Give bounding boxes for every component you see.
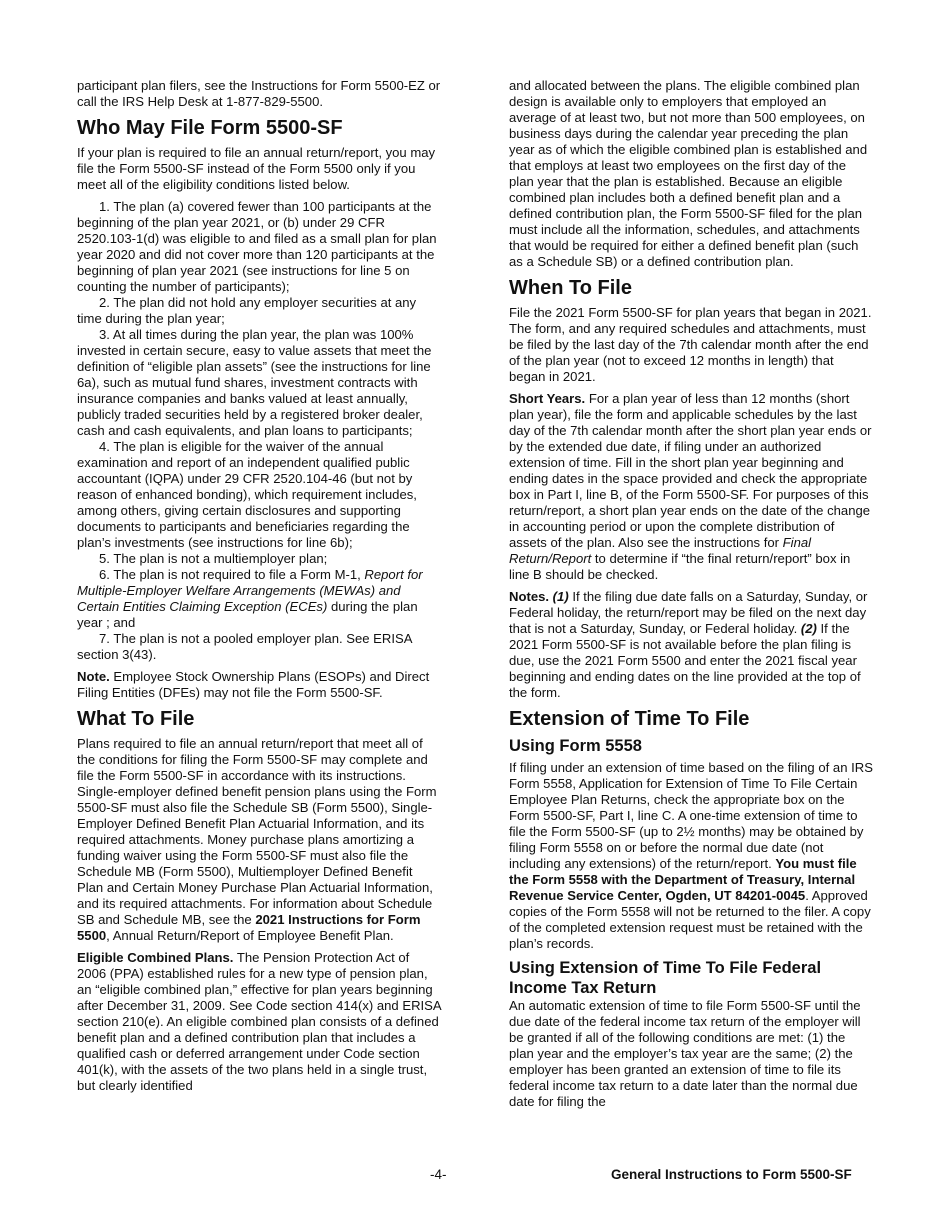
what-to-file-end: , Annual Return/Report of Employee Benefit Plan.: [106, 928, 394, 943]
extension-heading: Extension of Time To File: [509, 708, 750, 730]
who-may-file-heading: Who May File Form 5500-SF: [77, 117, 343, 139]
eligible-combined-plans-text: The Pension Protection Act of 2006 (PPA) established rules for a new type of pension plan, an “eligible combined plan,” effective for plan years beginning after December 31, 2009. See Code section 414(x) and ERISA section 210(e). An eligible combined plan consists of a defined benefit plan and a defined contribution plan that includes a qualified cash or deferred arrangement under Code section 401(k), with the assets of the two plans held in a single trust, but clearly identified: [77, 950, 441, 1093]
right-column: [509, 78, 873, 1116]
eligible-combined-plans-paragraph: [77, 950, 441, 1094]
eligible-combined-plans-continued: and allocated between the plans. The eligible combined plan design is available only to employers that employed an average of at least two, but not more than 500 employees, on business days during the calendar year preceding the plan year as of which the eligible combined plan is established and that employs at least two employees on the first day of the plan year that the plan is established. Because an eligible combined plan includes both a defined benefit plan and a defined contribution plan, the Form 5500-SF filed for the plan must include all the information, schedules, and attachments that would be required for either a defined benefit plan (such as a Schedule SB) or a defined contribution plan.: [509, 78, 868, 269]
form-5558-end: . Approved copies of the Form 5558 will not be returned to the filer. A copy of the completed extension request must be retained with the plan’s records.: [509, 888, 871, 951]
note-text: Employee Stock Ownership Plans (ESOPs) and Direct Filing Entities (DFEs) may not file the Form 5500-SF.: [77, 669, 430, 700]
when-to-file-paragraph: File the 2021 Form 5500-SF for plan years that began in 2021. The form, and any required schedules and attachments, must be filed by the last day of the 7th calendar month after the end of the plan year (not to exceed 12 months in length) that began in 2021.: [509, 305, 872, 384]
who-may-file-paragraph: If your plan is required to file an annual return/report, you may file the Form 5500-SF instead of the Form 5500 only if you meet all of the eligibility conditions listed below.: [77, 145, 436, 192]
filing-address: You must file the Form 5558 with the Department of Treasury, Internal Revenue Service Center, Ogden, UT 84201-0045: [509, 856, 857, 903]
condition-6: [77, 567, 441, 631]
short-years-end: to determine if “the final return/report” box in line B should be checked.: [509, 551, 851, 582]
condition-2: 2. The plan did not hold any employer securities at any time during the plan year;: [77, 295, 417, 326]
eligible-combined-plans-label: Eligible Combined Plans.: [77, 950, 234, 965]
what-to-file-heading: What To File: [77, 708, 195, 730]
notes-label: Notes.: [509, 589, 550, 604]
form-m1-title: Report for Multiple-Employer Welfare Arrangements (MEWAs) and Certain Entities Claiming Exception (ECEs): [77, 567, 423, 614]
note-text-2: If the 2021 Form 5500-SF is not available before the plan filing is due, use the 2021 Form 5500 and enter the 2021 fiscal year beginning and ending dates on the line provided at the top of the form.: [509, 621, 861, 700]
what-to-file-text: Plans required to file an annual return/report that meet all of the conditions for filing the Form 5500-SF may complete and file the Form 5500-SF in accordance with its instructions. Single-employer defined benefit pension plans using the Form 5500-SF must also file the Schedule SB (Form 5500), Single-Employer Defined Benefit Plan Actuarial Information, and its required attachments. Money purchase plans amortizing a funding waiver using the Form 5500-SF must also file the Schedule MB (Form 5500), Multiemployer Defined Benefit Plan and Certain Money Purchase Plan Actuarial Information, and its required attachments. For information about Schedule SB and Schedule MB, see the: [77, 736, 437, 927]
note-text-1: If the filing due date falls on a Saturday, Sunday, or Federal holiday, the return/report may be filed on the next day that is not a Saturday, Sunday, or Federal holiday.: [509, 589, 868, 636]
condition-4: 4. The plan is eligible for the waiver of the annual examination and report of an independent qualified public accountant (IQPA) under 29 CFR 2520.104-46 (but not by reason of enhanced bonding), which requirement includes, among others, giving certain disclosures and supporting documents to participants and beneficiaries regarding the plan’s investments (see instructions for line 6b);: [77, 439, 417, 550]
condition-5: 5. The plan is not a multiemployer plan;: [99, 551, 328, 566]
short-years-label: Short Years.: [509, 391, 586, 406]
federal-extension-paragraph: An automatic extension of time to file Form 5500-SF until the due date of the federal income tax return of the employer will be granted if all of the following conditions are met: (1) the plan year and the employer’s tax year are the same; (2) the employer has been granted an extension of time to file its federal income tax return to a date later than the normal due date for filing the: [509, 998, 861, 1109]
condition-6-end: during the plan year ; and: [77, 599, 418, 630]
note-number-1: (1): [552, 589, 569, 604]
condition-6-text: 6. The plan is not required to file a Form M-1,: [99, 567, 365, 582]
short-years-paragraph: [509, 391, 873, 583]
instructions-reference: 2021 Instructions for Form 5500: [77, 912, 421, 943]
note-number-2: (2): [800, 621, 817, 636]
condition-3: 3. At all times during the plan year, the plan was 100% invested in certain secure, easy to value assets that meet the definition of “eligible plan assets” (see the instructions for line 6a), such as mutual fund shares, investment contracts with insurance companies and banks valued at least annually, publicly traded securities held by a registered broker dealer, cash and cash equivalents, and plan loans to participants;: [77, 327, 432, 438]
using-form-5558-heading: Using Form 5558: [509, 737, 642, 755]
final-return-reference: Final Return/Report: [509, 535, 812, 566]
left-column: [77, 78, 441, 1100]
note-label: Note.: [77, 669, 110, 684]
condition-1: 1. The plan (a) covered fewer than 100 participants at the beginning of the plan year 2021, or (b) under 29 CFR 2520.103-1(d) was eligible to and filed as a small plan for plan year 2020 and did not cover more than 120 participants at the beginning of plan year 2021 (see instructions for line 5 on counting the number of participants);: [77, 199, 437, 294]
condition-7: 7. The plan is not a pooled employer plan. See ERISA section 3(43).: [77, 631, 412, 662]
note-paragraph: [77, 669, 441, 701]
federal-extension-heading: Using Extension of Time To File Federal Income Tax Return: [509, 959, 822, 997]
intro-paragraph: participant plan filers, see the Instructions for Form 5500-EZ or call the IRS Help Desk at 1-877-829-5500.: [77, 78, 441, 109]
when-to-file-heading: When To File: [509, 277, 632, 299]
footer-title: General Instructions to Form 5500-SF: [611, 1167, 852, 1182]
form-5558-paragraph: [509, 760, 873, 952]
notes-paragraph: [509, 589, 873, 701]
what-to-file-paragraph: [77, 736, 441, 944]
form-5558-text: If filing under an extension of time based on the filing of an IRS Form 5558, Application for Extension of Time To File Certain Employee Plan Returns, check the appropriate box on the Form 5500-SF, Part I, line C. A one-time extension of time to file the Form 5500-SF (up to 2½ months) may be obtained by filing Form 5558 on or before the normal due date (not including any extensions) of the return/report.: [509, 760, 873, 871]
page-number: -4-: [430, 1167, 447, 1182]
short-years-text: For a plan year of less than 12 months (short plan year), file the form and applicable schedules by the last day of the 7th calendar month after the short plan year ends or by the extended due date, if filing under an authorized extension of time. Fill in the short plan year beginning and ending dates in the space provided and check the appropriate box in Part I, line B, of the Form 5500-SF. For purposes of this return/report, a short plan year ends on the date of the change in accounting period or upon the complete distribution of assets of the plan. Also see the instructions for: [509, 391, 872, 550]
